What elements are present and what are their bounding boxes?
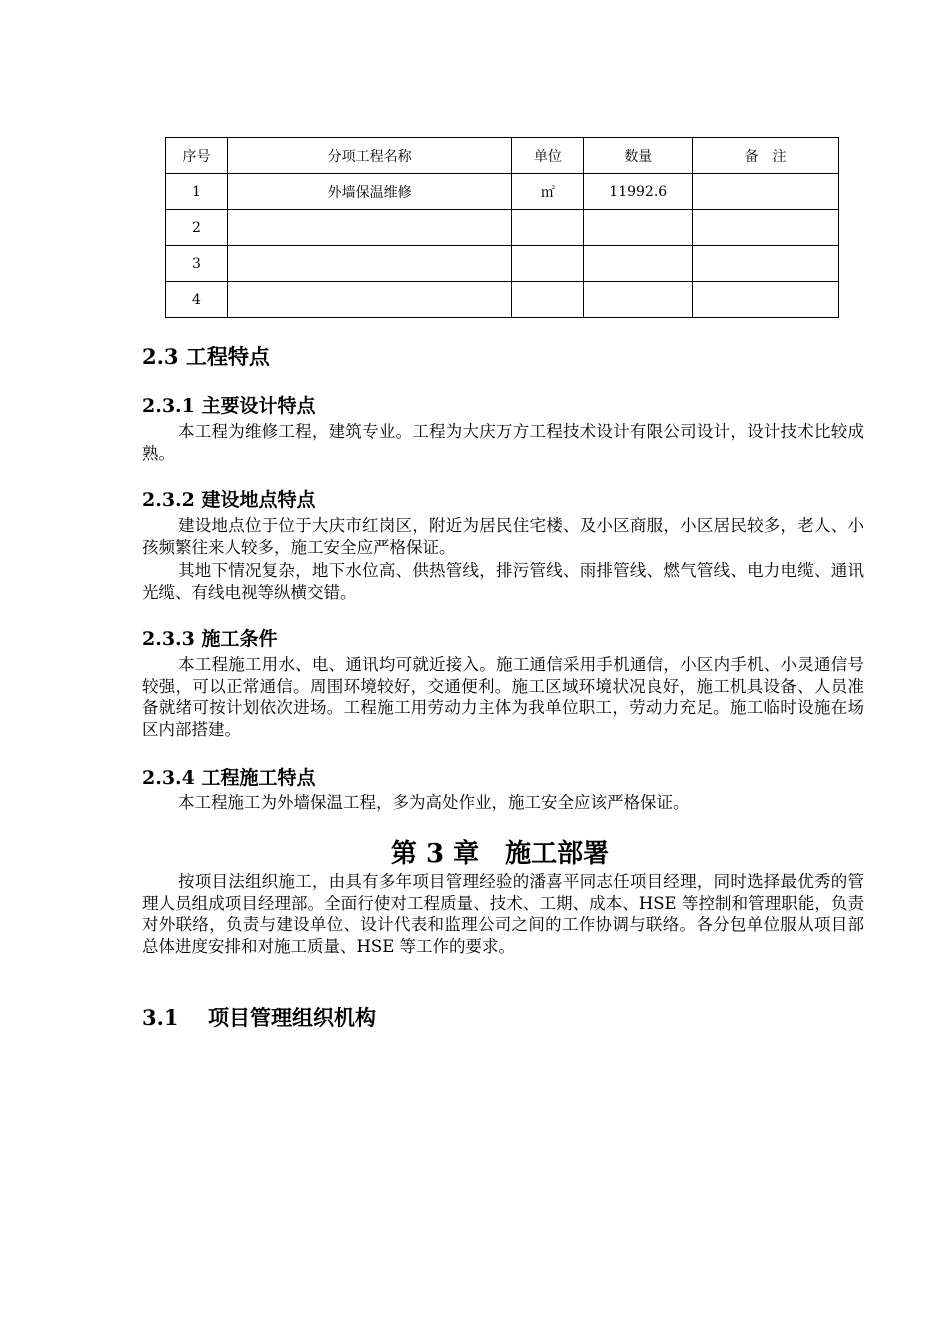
cell-quantity bbox=[584, 210, 693, 246]
cell-quantity: 11992.6 bbox=[584, 174, 693, 210]
cell-remarks bbox=[693, 246, 839, 282]
section-2-3-1-heading: 2.3.1 主要设计特点 bbox=[142, 395, 316, 417]
cell-item-name bbox=[227, 210, 512, 246]
chapter-3-number: 第 3 章 bbox=[390, 839, 480, 869]
cell-index: 4 bbox=[166, 282, 228, 318]
table-row bbox=[166, 246, 839, 282]
cell-quantity bbox=[584, 282, 693, 318]
section-2-3-2-text-2: 其地下情况复杂，地下水位高、供热管线，排污管线、雨排管线、燃气管线、电力电缆、通讯光缆、有线电视等纵横交错。 bbox=[142, 561, 864, 602]
cell-quantity bbox=[584, 246, 693, 282]
table-row bbox=[166, 210, 839, 246]
cell-index: 2 bbox=[166, 210, 228, 246]
cell-remarks bbox=[693, 174, 839, 210]
section-2-3-1-text: 本工程为维修工程，建筑专业。工程为大庆万方工程技术设计有限公司设计，设计技术比较成熟。 bbox=[142, 422, 864, 463]
cell-unit bbox=[512, 246, 584, 282]
cell-item-name bbox=[227, 246, 512, 282]
cell-unit: ㎡ bbox=[512, 174, 584, 210]
section-2-3-heading: 2.3 工程特点 bbox=[142, 344, 270, 369]
header-remarks: 备 注 bbox=[693, 138, 839, 174]
header-unit: 单位 bbox=[512, 138, 584, 174]
table-header-row bbox=[166, 138, 839, 174]
header-item-name: 分项工程名称 bbox=[227, 138, 512, 174]
section-3-1-title: 项目管理组织机构 bbox=[208, 1005, 376, 1030]
cell-unit bbox=[512, 210, 584, 246]
chapter-3-text: 按项目法组织施工，由具有多年项目管理经验的潘喜平同志任项目经理，同时选择最优秀的管理人员组成项目经理部。全面行使对工程质量、技术、工期、成本、HSE 等控制和管理职能，负责对外联络，负责与建设单位、设计代表和监理公司之间的工作协调与联络。各分包单位服从项目部总体进度安排和对施工质量、HSE 等工作的要求。 bbox=[142, 872, 864, 956]
section-2-3-2-text-1: 建设地点位于位于大庆市红岗区，附近为居民住宅楼、及小区商服，小区居民较多，老人、小孩频繁往来人较多，施工安全应严格保证。 bbox=[142, 516, 864, 557]
work-items-table bbox=[165, 137, 839, 318]
cell-item-name bbox=[227, 282, 512, 318]
cell-remarks bbox=[693, 210, 839, 246]
chapter-3-heading bbox=[0, 833, 950, 870]
table-row bbox=[166, 282, 839, 318]
section-2-3-3-text: 本工程施工用水、电、通讯均可就近接入。施工通信采用手机通信，小区内手机、小灵通信号较强，可以正常通信。周围环境较好，交通便利。施工区域环境状况良好，施工机具设备、人员准备就绪可按计划依次进场。工程施工用劳动力主体为我单位职工，劳动力充足。施工临时设施在场区内部搭建。 bbox=[142, 655, 864, 739]
section-2-3-4-heading: 2.3.4 工程施工特点 bbox=[142, 767, 316, 789]
cell-item-name: 外墙保温维修 bbox=[227, 174, 512, 210]
section-2-3-3-heading: 2.3.3 施工条件 bbox=[142, 628, 278, 650]
table-row bbox=[166, 174, 839, 210]
section-2-3-2-heading: 2.3.2 建设地点特点 bbox=[142, 489, 316, 511]
cell-index: 3 bbox=[166, 246, 228, 282]
cell-remarks bbox=[693, 282, 839, 318]
chapter-3-title: 施工部署 bbox=[505, 839, 610, 869]
section-2-3-4-text: 本工程施工为外墙保温工程，多为高处作业，施工安全应该严格保证。 bbox=[178, 793, 690, 812]
header-quantity: 数量 bbox=[584, 138, 693, 174]
section-3-1-number: 3.1 bbox=[142, 1005, 179, 1030]
header-index: 序号 bbox=[166, 138, 228, 174]
cell-unit bbox=[512, 282, 584, 318]
cell-index: 1 bbox=[166, 174, 228, 210]
section-3-1-heading bbox=[142, 1002, 376, 1032]
